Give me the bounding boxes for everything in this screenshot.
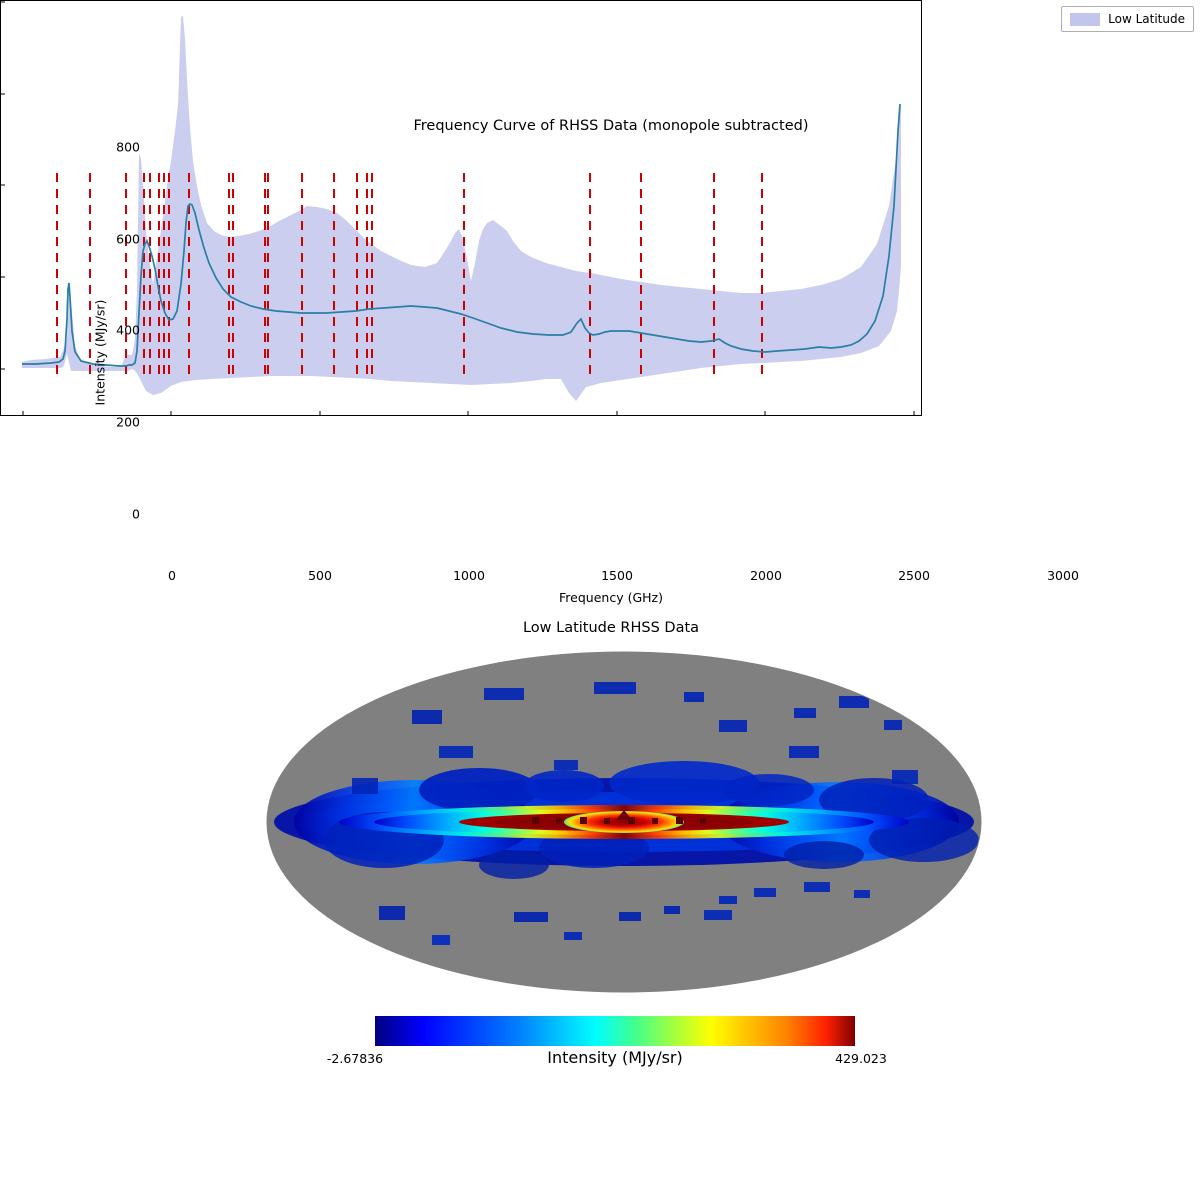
x-tick-label: 1500: [601, 568, 633, 583]
x-tick-label: 0: [168, 568, 176, 583]
x-tick-label: 2000: [750, 568, 782, 583]
colorbar: [375, 1016, 855, 1046]
y-tick-label: 600: [116, 231, 140, 247]
x-tick-label: 2500: [898, 568, 930, 583]
mollweide-map-svg: [264, 650, 984, 995]
sky-map: [264, 650, 984, 995]
y-tick-label: 200: [116, 414, 140, 430]
x-tick-label: 500: [308, 568, 332, 583]
y-tick-label: 400: [116, 322, 140, 338]
colorbar-min-label: -2.67836: [326, 1051, 384, 1066]
colorbar-gradient: [375, 1016, 855, 1046]
spectrum-title: Frequency Curve of RHSS Data (monopole subtracted): [413, 118, 809, 134]
map-title: Low Latitude RHSS Data: [522, 620, 700, 636]
legend-label-low-latitude: Low Latitude: [1108, 12, 1185, 26]
colorbar-max-label: 429.023: [835, 1051, 887, 1066]
uncertainty-band: [22, 16, 901, 401]
y-tick-label: 0: [132, 506, 140, 522]
legend-swatch-low-latitude: [1070, 13, 1100, 26]
legend: [1061, 6, 1194, 32]
y-tick-label: 800: [116, 139, 140, 155]
colorbar-label: Intensity (MJy/sr): [547, 1048, 683, 1067]
spectrum-x-axis-label: Frequency (GHz): [559, 590, 663, 605]
x-tick-label: 3000: [1047, 568, 1079, 583]
spectrum-y-axis-label: Intensity (MJy/sr): [92, 299, 108, 406]
spectrum-svg: [1, 1, 921, 415]
x-tick-label: 1000: [453, 568, 485, 583]
spectrum-plot-area: [0, 0, 1185, 416]
